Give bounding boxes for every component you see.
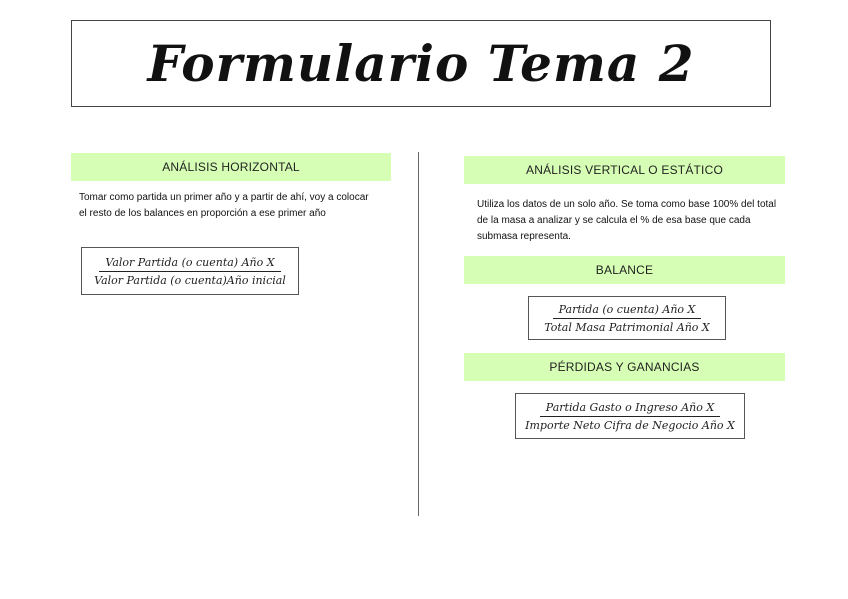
horizontal-analysis-formula	[81, 247, 299, 295]
title-box	[71, 20, 771, 107]
pyg-header	[464, 353, 785, 381]
vertical-analysis-description: Utiliza los datos de un solo año. Se toma como base 100% del total de la masa a analizar y se calcula el % de esa base que cada submasa representa.	[477, 199, 777, 242]
formula-numerator: Valor Partida (o cuenta) Año X	[99, 256, 280, 272]
balance-header-label: BALANCE	[595, 263, 654, 277]
formula-numerator: Partida (o cuenta) Año X	[553, 303, 702, 319]
vertical-analysis-header-label: ANÁLISIS VERTICAL O ESTÁTICO	[526, 163, 723, 177]
page-title: Formulario Tema 2	[147, 34, 695, 93]
horizontal-analysis-header	[71, 153, 391, 181]
pyg-header-label: PÉRDIDAS Y GANANCIAS	[549, 360, 700, 374]
formula-numerator: Partida Gasto o Ingreso Año X	[540, 401, 720, 417]
formula-denominator: Total Masa Patrimonial Año X	[544, 320, 710, 334]
formula-denominator: Importe Neto Cifra de Negocio Año X	[525, 418, 735, 432]
column-divider	[418, 152, 419, 516]
formula-denominator: Valor Partida (o cuenta)Año inicial	[94, 273, 286, 287]
balance-formula	[528, 296, 726, 340]
balance-header	[464, 256, 785, 284]
horizontal-analysis-description: Tomar como partida un primer año y a partir de ahí, voy a colocar el resto de los balances en proporción a ese primer año	[79, 192, 369, 219]
horizontal-analysis-header-label: ANÁLISIS HORIZONTAL	[162, 160, 300, 174]
vertical-analysis-header	[464, 156, 785, 184]
pyg-formula	[515, 393, 745, 439]
